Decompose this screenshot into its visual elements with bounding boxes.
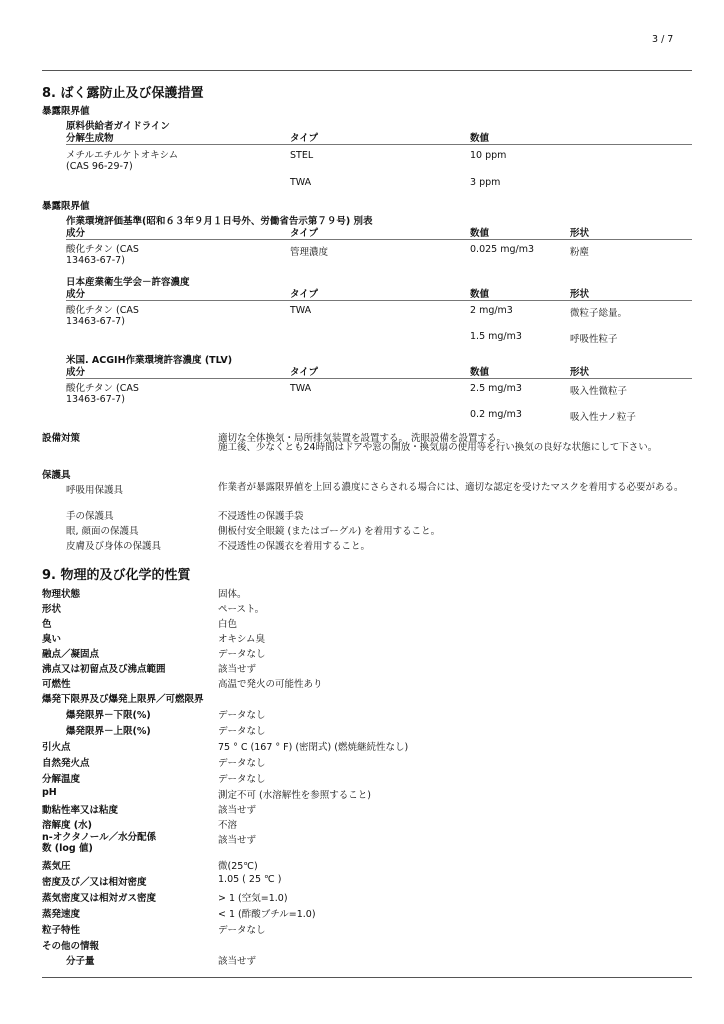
prop-value: 1.05 ( 25 ℃ ) <box>218 874 282 885</box>
prop-label: 物理状態 <box>42 589 81 600</box>
workenv-row-type: 管理濃度 <box>290 247 329 258</box>
prop-value: データなし <box>218 925 266 936</box>
prop-label: 分子量 <box>66 956 95 967</box>
prop-label: 分解温度 <box>42 774 81 785</box>
section8-title: 8. ばく露防止及び保護措置 <box>42 86 204 101</box>
ppe-label: 保護具 <box>42 470 71 481</box>
acgih-row-form: 吸入性ナノ粒子 <box>570 412 636 423</box>
prop-label: pH <box>42 787 57 798</box>
prop-label: 融点／凝固点 <box>42 649 100 660</box>
page-number: 3 / 7 <box>652 34 674 45</box>
jsoh-row-type: TWA <box>290 305 312 316</box>
prop-value: < 1 (酢酸ブチル=1.0) <box>218 909 316 920</box>
facility-line1: 適切な全体換気・局所排気装置を設置する。 洗眼設備を設置する。 <box>218 433 507 444</box>
acgih-row-type: TWA <box>290 383 312 394</box>
supplier-heading: 原料供給者ガイドライン <box>66 121 170 132</box>
ppe-item-label: 呼吸用保護具 <box>66 485 124 496</box>
prop-label: n-オクタノール／水分配係 数 (log 値) <box>42 832 157 854</box>
supplier-col-value: 数値 <box>470 133 490 144</box>
supplier-col-type: タイプ <box>290 133 319 144</box>
prop-value: データなし <box>218 758 266 769</box>
acgih-col-form: 形状 <box>570 367 590 378</box>
acgih-heading: 米国. ACGIH作業環境許容濃度 (TLV) <box>66 355 233 366</box>
prop-value: ペースト。 <box>218 604 265 615</box>
prop-label: 爆発限界－下限(%) <box>66 710 151 721</box>
prop-label: 爆発限界－上限(%) <box>66 726 151 737</box>
prop-label: 動粘性率又は粘度 <box>42 805 119 816</box>
prop-label: 引火点 <box>42 742 71 753</box>
workenv-col-type: タイプ <box>290 228 319 239</box>
jsoh-col-value: 数値 <box>470 289 490 300</box>
prop-label: 密度及び／又は相対密度 <box>42 877 147 888</box>
jsoh-row-value: 2 mg/m3 <box>470 305 513 316</box>
supplier-row-component: メチルエチルケトオキシム (CAS 96-29-7) <box>66 150 179 172</box>
workenv-row-component: 酸化チタン (CAS 13463-67-7) <box>66 244 139 266</box>
jsoh-row-form: 微粒子総量。 <box>570 308 628 319</box>
jsoh-heading: 日本産業衛生学会－許容濃度 <box>66 277 190 288</box>
workenv-col-component: 成分 <box>66 228 86 239</box>
prop-value: > 1 (空気=1.0) <box>218 893 288 904</box>
prop-label: 蒸気圧 <box>42 861 71 872</box>
acgih-row-component: 酸化チタン (CAS 13463-67-7) <box>66 383 139 405</box>
ppe-item-value: 側板付安全眼鏡 (またはゴーグル) を着用すること。 <box>218 526 441 537</box>
jsoh-col-type: タイプ <box>290 289 319 300</box>
jsoh-col-component: 成分 <box>66 289 86 300</box>
prop-value: 75 ° C (167 ° F) (密閉式) (燃焼継続性なし) <box>218 742 409 753</box>
workenv-header-rule <box>66 239 692 240</box>
prop-label: 蒸気密度又は相対ガス密度 <box>42 893 157 904</box>
prop-value: データなし <box>218 710 266 721</box>
exposure-label: 暴露限界値 <box>42 106 90 117</box>
jsoh-row-form: 呼吸性粒子 <box>570 334 618 345</box>
exposure-label-2: 暴露限界値 <box>42 201 90 212</box>
facility-label: 設備対策 <box>42 433 81 444</box>
footer-rule <box>42 977 692 978</box>
ppe-item-value: 不浸透性の保護衣を着用すること。 <box>218 541 371 552</box>
prop-value: 微(25℃) <box>218 861 258 872</box>
prop-value: 高温で発火の可能性あり <box>218 679 323 690</box>
prop-label: 粒子特性 <box>42 925 81 936</box>
supplier-header-rule <box>66 144 692 145</box>
acgih-col-type: タイプ <box>290 367 319 378</box>
prop-label: 臭い <box>42 634 62 645</box>
prop-value: 該当せず <box>218 956 257 967</box>
prop-value: 該当せず <box>218 835 257 846</box>
ppe-item-value: 作業者が暴露限界値を上回る濃度にさらされる場合には、適切な認定を受けたマスクを着用する必要がある。 <box>218 482 684 493</box>
workenv-col-value: 数値 <box>470 228 490 239</box>
acgih-col-component: 成分 <box>66 367 86 378</box>
acgih-header-rule <box>66 378 692 379</box>
prop-value: 測定不可 (水溶解性を参照すること) <box>218 790 371 801</box>
acgih-row-value: 2.5 mg/m3 <box>470 383 522 394</box>
prop-value: データなし <box>218 649 266 660</box>
acgih-row-form: 吸入性微粒子 <box>570 386 628 397</box>
ppe-item-label: 眼, 顔面の保護具 <box>66 526 139 537</box>
supplier-col-component: 分解生成物 <box>66 133 114 144</box>
prop-value: 固体。 <box>218 589 247 600</box>
jsoh-row-component: 酸化チタン (CAS 13463-67-7) <box>66 305 139 327</box>
prop-value: 不溶 <box>218 820 238 831</box>
prop-label: 沸点又は初留点及び沸点範囲 <box>42 664 166 675</box>
workenv-row-form: 粉塵 <box>570 247 590 258</box>
prop-label: 蒸発速度 <box>42 909 81 920</box>
workenv-row-value: 0.025 mg/m3 <box>470 244 534 255</box>
prop-value: 該当せず <box>218 664 257 675</box>
jsoh-header-rule <box>66 300 692 301</box>
supplier-row-value: 10 ppm <box>470 150 507 161</box>
ppe-item-label: 皮膚及び身体の保護具 <box>66 541 162 552</box>
acgih-col-value: 数値 <box>470 367 490 378</box>
workenv-col-form: 形状 <box>570 228 590 239</box>
prop-value: オキシム臭 <box>218 634 266 645</box>
prop-value: 白色 <box>218 619 238 630</box>
supplier-row-value: 3 ppm <box>470 177 501 188</box>
prop-value: データなし <box>218 774 266 785</box>
ppe-item-label: 手の保護具 <box>66 511 114 522</box>
prop-label: 色 <box>42 619 52 630</box>
header-rule <box>42 70 692 71</box>
jsoh-row-value: 1.5 mg/m3 <box>470 331 522 342</box>
prop-label: 自然発火点 <box>42 758 90 769</box>
prop-label: 溶解度 (水) <box>42 820 92 831</box>
prop-label: その他の情報 <box>42 941 100 952</box>
section9-title: 9. 物理的及び化学的性質 <box>42 568 191 583</box>
prop-label: 爆発下限界及び爆発上限界／可燃限界 <box>42 694 204 705</box>
prop-label: 形状 <box>42 604 62 615</box>
prop-value: データなし <box>218 726 266 737</box>
workenv-heading: 作業環境評価基準(昭和６３年９月１日号外、労働省告示第７９号) 別表 <box>66 216 373 227</box>
prop-value: 該当せず <box>218 805 257 816</box>
jsoh-col-form: 形状 <box>570 289 590 300</box>
ppe-item-value: 不浸透性の保護手袋 <box>218 511 304 522</box>
acgih-row-value: 0.2 mg/m3 <box>470 409 522 420</box>
supplier-row-type: STEL <box>290 150 314 161</box>
supplier-row-type: TWA <box>290 177 312 188</box>
prop-label: 可燃性 <box>42 679 71 690</box>
facility-line2: 施工後、少なくとも24時間はドアや窓の開放・換気扇の使用等を行い換気の良好な状態にして下さい。 <box>218 442 658 453</box>
